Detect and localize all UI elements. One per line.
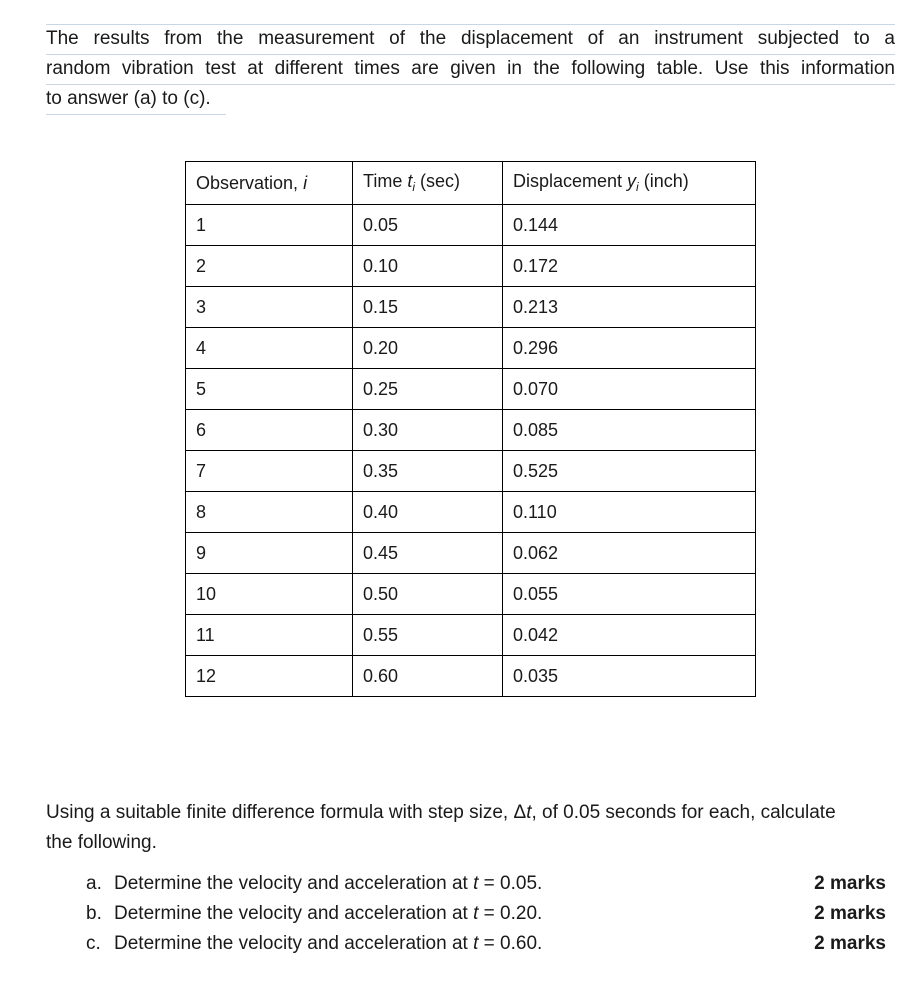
table-row [186, 574, 756, 615]
cell-time: 0.30 [353, 410, 503, 451]
question-var: t [473, 873, 479, 894]
table-row [186, 328, 756, 369]
cell-displacement: 0.062 [503, 533, 756, 574]
highlight-rule [46, 114, 226, 115]
question-b [86, 899, 886, 929]
instructions-line-2: the following. [46, 832, 157, 853]
table-row [186, 205, 756, 246]
table-row [186, 533, 756, 574]
displacement-table [185, 161, 756, 697]
cell-time: 0.50 [353, 574, 503, 615]
question-text: Determine the velocity and acceleration at [114, 933, 474, 954]
cell-time: 0.05 [353, 205, 503, 246]
header-disp-text: Displacement [513, 170, 628, 191]
header-time-text: Time [363, 170, 408, 191]
question-c [86, 929, 886, 959]
cell-observation: 6 [186, 410, 353, 451]
cell-displacement: 0.055 [503, 574, 756, 615]
cell-time: 0.20 [353, 328, 503, 369]
header-disp-unit: (inch) [638, 170, 689, 191]
cell-time: 0.35 [353, 451, 503, 492]
cell-displacement: 0.296 [503, 328, 756, 369]
header-disp-sub: i [636, 180, 639, 195]
instr-text: , of 0.05 seconds for each, calculate [531, 802, 836, 823]
question-marks: 2 marks [814, 903, 886, 924]
cell-time: 0.40 [353, 492, 503, 533]
cell-observation: 10 [186, 574, 353, 615]
question-var: t [473, 903, 479, 924]
header-observation-var: i [303, 172, 308, 193]
cell-observation: 12 [186, 656, 353, 697]
header-disp-var: y [627, 170, 637, 191]
cell-displacement: 0.172 [503, 246, 756, 287]
highlight-rule [46, 54, 895, 55]
table-row [186, 287, 756, 328]
table-row [186, 246, 756, 287]
cell-observation: 3 [186, 287, 353, 328]
table-row [186, 451, 756, 492]
header-time [353, 162, 503, 205]
question-a [86, 869, 886, 899]
cell-time: 0.10 [353, 246, 503, 287]
question-letter: b. [86, 903, 102, 924]
cell-displacement: 0.525 [503, 451, 756, 492]
highlight-rule [46, 84, 895, 85]
cell-time: 0.25 [353, 369, 503, 410]
cell-displacement: 0.042 [503, 615, 756, 656]
table-row [186, 615, 756, 656]
cell-observation: 9 [186, 533, 353, 574]
cell-observation: 1 [186, 205, 353, 246]
header-displacement [503, 162, 756, 205]
question-text: Determine the velocity and acceleration at [114, 903, 474, 924]
question-value: = 0.05. [478, 873, 543, 894]
cell-observation: 2 [186, 246, 353, 287]
cell-time: 0.60 [353, 656, 503, 697]
header-time-unit: (sec) [415, 170, 461, 191]
cell-displacement: 0.070 [503, 369, 756, 410]
instr-text: Using a suitable finite difference formula with step size, Δ [46, 802, 527, 823]
question-value: = 0.20. [478, 903, 543, 924]
table-row [186, 410, 756, 451]
question-letter: a. [86, 873, 102, 894]
table-row [186, 656, 756, 697]
intro-paragraph [46, 24, 895, 114]
cell-time: 0.55 [353, 615, 503, 656]
question-text: Determine the velocity and acceleration at [114, 873, 474, 894]
cell-observation: 11 [186, 615, 353, 656]
instr-var: t [526, 802, 532, 823]
cell-observation: 7 [186, 451, 353, 492]
cell-observation: 8 [186, 492, 353, 533]
header-time-var: t [407, 170, 413, 191]
question-marks: 2 marks [814, 933, 886, 954]
cell-time: 0.45 [353, 533, 503, 574]
cell-displacement: 0.144 [503, 205, 756, 246]
cell-displacement: 0.110 [503, 492, 756, 533]
cell-displacement: 0.213 [503, 287, 756, 328]
intro-line-3: to answer (a) to (c). [46, 88, 211, 109]
cell-observation: 4 [186, 328, 353, 369]
header-time-sub: i [412, 180, 416, 195]
highlight-rule [46, 24, 895, 25]
instructions-line-1 [46, 798, 895, 828]
instructions-paragraph [46, 798, 895, 858]
question-marks: 2 marks [814, 873, 886, 894]
intro-line-2: random vibration test at different times are given in the following table. Use this information [46, 58, 895, 79]
table-header-row [186, 162, 756, 205]
cell-displacement: 0.085 [503, 410, 756, 451]
table-row [186, 369, 756, 410]
header-observation [186, 162, 353, 205]
cell-displacement: 0.035 [503, 656, 756, 697]
question-letter: c. [86, 933, 101, 954]
intro-line-1: The results from the measurement of the displacement of an instrument subjected to a [46, 28, 895, 49]
question-value: = 0.60. [478, 933, 543, 954]
cell-time: 0.15 [353, 287, 503, 328]
table-row [186, 492, 756, 533]
cell-observation: 5 [186, 369, 353, 410]
header-observation-text: Observation, [196, 172, 304, 193]
question-var: t [473, 933, 479, 954]
